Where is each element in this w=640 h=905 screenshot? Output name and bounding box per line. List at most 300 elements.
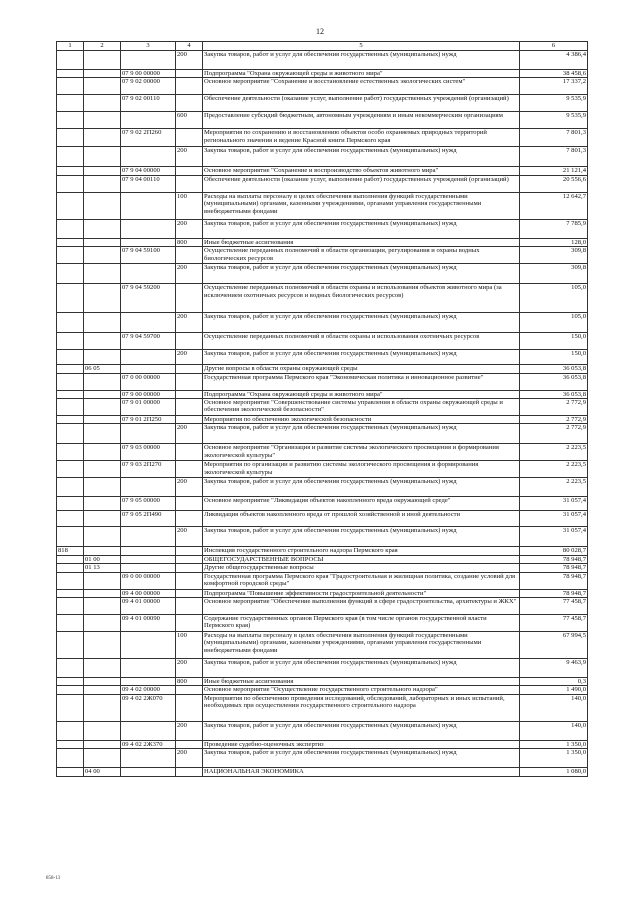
cell-target-article (121, 659, 176, 678)
cell-section-code (84, 147, 121, 167)
cell-amount: 78 948,7 (520, 555, 588, 563)
cell-target-article: 09 4 02 2Ж070 (121, 694, 176, 721)
cell-section-code (84, 694, 121, 721)
cell-expense-type (176, 598, 203, 615)
cell-expense-type: 200 (176, 749, 203, 768)
cell-ministry-code (57, 511, 84, 527)
cell-section-code (84, 478, 121, 497)
cell-section-code (84, 497, 121, 511)
cell-expense-type: 800 (176, 678, 203, 686)
cell-target-article (121, 527, 176, 547)
cell-expense-type (176, 547, 203, 555)
column-header: 4 (176, 42, 203, 51)
cell-expense-type (176, 444, 203, 461)
table-row (57, 70, 588, 78)
cell-description: Мероприятия по сохранению и восстановлению объектов особо охраняемых природных территорий регионального значения и ведение Красной книги Пермского края (203, 129, 520, 147)
cell-section-code (84, 167, 121, 175)
cell-section-code (84, 399, 121, 416)
table-row (57, 478, 588, 497)
cell-section-code (84, 373, 121, 390)
cell-expense-type (176, 555, 203, 563)
table-row (57, 511, 588, 527)
cell-description: Мероприятия по обеспечению проведения исследований, обследований, лабораторных и иных испытаний, необходимых при осуществлении государственного строительного надзора (203, 694, 520, 721)
table-row (57, 238, 588, 246)
table-row (57, 678, 588, 686)
cell-section-code (84, 219, 121, 238)
table-row (57, 313, 588, 333)
cell-ministry-code (57, 461, 84, 478)
table-row (57, 192, 588, 219)
table-row (57, 564, 588, 572)
cell-ministry-code (57, 175, 84, 192)
cell-section-code (84, 284, 121, 313)
cell-expense-type (176, 390, 203, 398)
cell-target-article: 07 9 00 00000 (121, 70, 176, 78)
table-row (57, 167, 588, 175)
cell-ministry-code (57, 51, 84, 70)
table-row (57, 694, 588, 721)
column-header: 3 (121, 42, 176, 51)
cell-description: Ликвидация объектов накопленного вреда от прошлой хозяйственной и иной деятельности (203, 511, 520, 527)
cell-amount: 4 386,4 (520, 51, 588, 70)
cell-ministry-code (57, 555, 84, 563)
column-header: 5 (203, 42, 520, 51)
cell-amount: 2 772,9 (520, 416, 588, 424)
cell-description: Закупка товаров, работ и услуг для обеспечения государственных (муниципальных) нужд (203, 264, 520, 284)
table-row (57, 333, 588, 350)
cell-target-article (121, 350, 176, 365)
cell-amount: 1 350,0 (520, 740, 588, 748)
cell-expense-type (176, 615, 203, 632)
table-row (57, 78, 588, 95)
cell-ministry-code (57, 390, 84, 398)
cell-expense-type (176, 175, 203, 192)
table-row (57, 659, 588, 678)
cell-description: Основное мероприятие "Осуществление государственного строительного надзора" (203, 686, 520, 694)
cell-expense-type (176, 129, 203, 147)
cell-amount: 17 337,2 (520, 78, 588, 95)
cell-target-article: 09 4 02 00000 (121, 686, 176, 694)
cell-ministry-code (57, 527, 84, 547)
cell-section-code (84, 547, 121, 555)
cell-target-article: 09 4 01 00000 (121, 598, 176, 615)
cell-ministry-code: 818 (57, 547, 84, 555)
cell-section-code (84, 589, 121, 597)
cell-ministry-code (57, 112, 84, 129)
cell-amount: 36 053,8 (520, 390, 588, 398)
cell-expense-type (176, 399, 203, 416)
cell-target-article: 07 9 05 00000 (121, 497, 176, 511)
cell-expense-type: 200 (176, 51, 203, 70)
cell-ministry-code (57, 167, 84, 175)
cell-ministry-code (57, 740, 84, 748)
cell-description: Закупка товаров, работ и услуг для обеспечения государственных (муниципальных) нужд (203, 478, 520, 497)
cell-description: Закупка товаров, работ и услуг для обеспечения государственных (муниципальных) нужд (203, 721, 520, 740)
cell-ministry-code (57, 399, 84, 416)
cell-expense-type: 200 (176, 478, 203, 497)
cell-amount: 1 490,0 (520, 686, 588, 694)
cell-ministry-code (57, 247, 84, 264)
cell-ministry-code (57, 632, 84, 659)
cell-description: Закупка товаров, работ и услуг для обеспечения государственных (муниципальных) нужд (203, 424, 520, 444)
cell-section-code: 04 00 (84, 768, 121, 776)
cell-ministry-code (57, 70, 84, 78)
cell-section-code (84, 461, 121, 478)
cell-target-article (121, 219, 176, 238)
cell-amount: 78 948,7 (520, 572, 588, 589)
cell-amount: 78 948,7 (520, 564, 588, 572)
cell-amount: 140,0 (520, 721, 588, 740)
cell-description: Проведение судебно-оценочных экспертиз (203, 740, 520, 748)
cell-amount: 150,0 (520, 350, 588, 365)
column-number-row (57, 42, 588, 51)
cell-expense-type (176, 167, 203, 175)
column-header: 1 (57, 42, 84, 51)
cell-description: Инспекция государственного строительного надзора Пермского края (203, 547, 520, 555)
cell-target-article (121, 768, 176, 776)
cell-ministry-code (57, 444, 84, 461)
cell-section-code (84, 416, 121, 424)
cell-description: Другие вопросы в области охраны окружающей среды (203, 365, 520, 373)
table-row (57, 95, 588, 112)
cell-section-code (84, 247, 121, 264)
cell-target-article: 07 9 00 00000 (121, 390, 176, 398)
cell-amount: 31 057,4 (520, 527, 588, 547)
table-row (57, 264, 588, 284)
table-row (57, 175, 588, 192)
cell-ministry-code (57, 238, 84, 246)
cell-target-article: 07 9 04 59200 (121, 284, 176, 313)
cell-amount: 1 350,0 (520, 749, 588, 768)
cell-expense-type (176, 333, 203, 350)
cell-section-code (84, 678, 121, 686)
cell-amount: 2 223,5 (520, 478, 588, 497)
cell-description: Основное мероприятие "Сохранение и восстановление естественных экологических систем" (203, 78, 520, 95)
cell-expense-type (176, 78, 203, 95)
cell-target-article (121, 192, 176, 219)
page-number: 12 (316, 27, 324, 36)
cell-ministry-code (57, 192, 84, 219)
table-row (57, 51, 588, 70)
cell-expense-type (176, 564, 203, 572)
cell-target-article (121, 147, 176, 167)
table-row (57, 721, 588, 740)
cell-expense-type (176, 497, 203, 511)
cell-target-article (121, 238, 176, 246)
cell-ministry-code (57, 350, 84, 365)
cell-target-article (121, 365, 176, 373)
table-row (57, 749, 588, 768)
cell-description: Закупка товаров, работ и услуг для обеспечения государственных (муниципальных) нужд (203, 219, 520, 238)
cell-description: Другие общегосударственные вопросы (203, 564, 520, 572)
table-row (57, 598, 588, 615)
cell-target-article: 07 9 03 2П270 (121, 461, 176, 478)
cell-ministry-code (57, 497, 84, 511)
cell-description: Мероприятия по организации и развитию системы экологического просвещения и формирования экологической культуры (203, 461, 520, 478)
cell-section-code (84, 686, 121, 694)
cell-target-article: 07 9 03 00000 (121, 444, 176, 461)
cell-amount: 21 121,4 (520, 167, 588, 175)
cell-amount: 1 080,0 (520, 768, 588, 776)
cell-description: Государственная программа Пермского края "Экономическая политика и инновационное развитие" (203, 373, 520, 390)
cell-section-code (84, 333, 121, 350)
cell-amount: 12 642,7 (520, 192, 588, 219)
cell-amount: 105,0 (520, 313, 588, 333)
cell-section-code: 06 05 (84, 365, 121, 373)
cell-ministry-code (57, 478, 84, 497)
cell-ministry-code (57, 659, 84, 678)
cell-ministry-code (57, 564, 84, 572)
cell-amount: 150,0 (520, 333, 588, 350)
cell-description: Закупка товаров, работ и услуг для обеспечения государственных (муниципальных) нужд (203, 527, 520, 547)
cell-target-article (121, 424, 176, 444)
table-row (57, 365, 588, 373)
cell-expense-type: 100 (176, 632, 203, 659)
footer-code: 858-13 (46, 876, 61, 881)
cell-expense-type (176, 70, 203, 78)
cell-description: Расходы на выплаты персоналу в целях обеспечения выполнения функций государственными (муниципальными) органами, казенными учреждениями, органами управления государственными внебюджетными фондами (203, 192, 520, 219)
column-header: 6 (520, 42, 588, 51)
cell-expense-type (176, 365, 203, 373)
cell-section-code (84, 350, 121, 365)
cell-expense-type: 200 (176, 350, 203, 365)
cell-section-code (84, 424, 121, 444)
cell-ministry-code (57, 219, 84, 238)
cell-section-code (84, 527, 121, 547)
cell-amount: 78 948,7 (520, 589, 588, 597)
cell-expense-type (176, 284, 203, 313)
cell-description: Мероприятия по обеспечению экологической безопасности (203, 416, 520, 424)
cell-target-article: 09 4 00 00000 (121, 589, 176, 597)
cell-ministry-code (57, 373, 84, 390)
cell-amount: 140,0 (520, 694, 588, 721)
cell-ministry-code (57, 333, 84, 350)
cell-expense-type: 600 (176, 112, 203, 129)
cell-ministry-code (57, 264, 84, 284)
cell-expense-type (176, 694, 203, 721)
cell-target-article (121, 51, 176, 70)
cell-section-code (84, 632, 121, 659)
cell-expense-type (176, 247, 203, 264)
cell-description: Закупка товаров, работ и услуг для обеспечения государственных (муниципальных) нужд (203, 659, 520, 678)
cell-description: ОБЩЕГОСУДАРСТВЕННЫЕ ВОПРОСЫ (203, 555, 520, 563)
cell-target-article (121, 547, 176, 555)
cell-ministry-code (57, 365, 84, 373)
cell-description: Закупка товаров, работ и услуг для обеспечения государственных (муниципальных) нужд (203, 51, 520, 70)
cell-description: Обеспечение деятельности (оказание услуг, выполнение работ) государственных учреждений (организаций) (203, 95, 520, 112)
cell-expense-type (176, 589, 203, 597)
cell-section-code (84, 444, 121, 461)
cell-ministry-code (57, 768, 84, 776)
table-row (57, 632, 588, 659)
cell-ministry-code (57, 721, 84, 740)
table-row (57, 686, 588, 694)
table-row (57, 390, 588, 398)
cell-amount: 2 223,5 (520, 444, 588, 461)
cell-amount: 0,3 (520, 678, 588, 686)
table-row (57, 740, 588, 748)
cell-amount: 36 053,8 (520, 365, 588, 373)
table-row (57, 350, 588, 365)
cell-description: Основное мероприятие "Сохранение и воспроизводство объектов животного мира" (203, 167, 520, 175)
cell-amount: 31 057,4 (520, 511, 588, 527)
cell-expense-type: 200 (176, 721, 203, 740)
cell-expense-type (176, 511, 203, 527)
table-row (57, 399, 588, 416)
cell-ministry-code (57, 147, 84, 167)
cell-ministry-code (57, 129, 84, 147)
cell-description: Подпрограмма "Охрана окружающей среды и животного мира" (203, 70, 520, 78)
cell-ministry-code (57, 313, 84, 333)
cell-description: Осуществление переданных полномочий в области организации, регулирования и охраны водных биологических ресурсов (203, 247, 520, 264)
cell-target-article: 07 9 01 00000 (121, 399, 176, 416)
table-row (57, 373, 588, 390)
cell-target-article: 07 9 02 00110 (121, 95, 176, 112)
cell-ministry-code (57, 416, 84, 424)
cell-section-code (84, 740, 121, 748)
cell-target-article: 09 0 00 00000 (121, 572, 176, 589)
cell-expense-type: 200 (176, 313, 203, 333)
cell-section-code (84, 659, 121, 678)
table-row (57, 219, 588, 238)
cell-section-code (84, 112, 121, 129)
cell-amount: 7 785,9 (520, 219, 588, 238)
cell-amount: 20 556,6 (520, 175, 588, 192)
cell-amount: 80 028,7 (520, 547, 588, 555)
cell-target-article: 07 9 01 2П250 (121, 416, 176, 424)
table-row (57, 416, 588, 424)
cell-target-article (121, 555, 176, 563)
cell-target-article (121, 632, 176, 659)
cell-amount: 67 994,5 (520, 632, 588, 659)
cell-section-code (84, 749, 121, 768)
cell-amount: 31 057,4 (520, 497, 588, 511)
cell-ministry-code (57, 284, 84, 313)
cell-ministry-code (57, 686, 84, 694)
cell-amount: 77 458,7 (520, 598, 588, 615)
cell-section-code (84, 175, 121, 192)
cell-target-article (121, 721, 176, 740)
cell-amount: 7 801,3 (520, 147, 588, 167)
cell-target-article (121, 264, 176, 284)
cell-amount: 9 463,9 (520, 659, 588, 678)
cell-description: Обеспечение деятельности (оказание услуг, выполнение работ) государственных учреждений (организаций) (203, 175, 520, 192)
cell-target-article (121, 564, 176, 572)
budget-table-body (57, 42, 588, 777)
table-row (57, 461, 588, 478)
cell-target-article: 09 4 02 2Ж370 (121, 740, 176, 748)
cell-expense-type: 200 (176, 527, 203, 547)
cell-amount: 2 772,9 (520, 399, 588, 416)
cell-section-code: 01 13 (84, 564, 121, 572)
table-row (57, 444, 588, 461)
table-row (57, 284, 588, 313)
cell-ministry-code (57, 78, 84, 95)
cell-section-code (84, 51, 121, 70)
cell-target-article (121, 313, 176, 333)
table-row (57, 555, 588, 563)
cell-amount: 128,0 (520, 238, 588, 246)
cell-section-code (84, 70, 121, 78)
table-row (57, 247, 588, 264)
cell-section-code (84, 192, 121, 219)
table-row (57, 424, 588, 444)
table-row (57, 129, 588, 147)
cell-expense-type: 200 (176, 264, 203, 284)
cell-target-article (121, 112, 176, 129)
cell-expense-type: 200 (176, 219, 203, 238)
cell-amount: 105,0 (520, 284, 588, 313)
cell-target-article: 07 9 04 00000 (121, 167, 176, 175)
column-header: 2 (84, 42, 121, 51)
cell-section-code: 01 00 (84, 555, 121, 563)
cell-expense-type (176, 686, 203, 694)
cell-section-code (84, 511, 121, 527)
cell-expense-type (176, 768, 203, 776)
cell-amount: 77 458,7 (520, 615, 588, 632)
cell-expense-type (176, 416, 203, 424)
cell-amount: 9 535,9 (520, 112, 588, 129)
cell-target-article: 07 9 04 59100 (121, 247, 176, 264)
cell-description: НАЦИОНАЛЬНАЯ ЭКОНОМИКА (203, 768, 520, 776)
cell-amount: 7 801,3 (520, 129, 588, 147)
cell-section-code (84, 238, 121, 246)
cell-description: Основное мероприятие "Совершенствование системы управления в области охраны окружающей среды и обеспечения экологической безопасности" (203, 399, 520, 416)
cell-expense-type: 100 (176, 192, 203, 219)
cell-expense-type (176, 95, 203, 112)
cell-description: Закупка товаров, работ и услуг для обеспечения государственных (муниципальных) нужд (203, 749, 520, 768)
cell-section-code (84, 313, 121, 333)
table-row (57, 768, 588, 776)
cell-target-article: 07 9 02 00000 (121, 78, 176, 95)
cell-target-article: 07 9 04 00110 (121, 175, 176, 192)
cell-amount: 36 053,8 (520, 373, 588, 390)
table-row (57, 112, 588, 129)
cell-section-code (84, 390, 121, 398)
cell-description: Осуществление переданных полномочий в области охраны и использования охотничьих ресурсов (203, 333, 520, 350)
cell-target-article: 07 0 00 00000 (121, 373, 176, 390)
cell-description: Государственная программа Пермского края "Градостроительная и жилищная политика, создание условий для комфортной городской среды" (203, 572, 520, 589)
cell-description: Закупка товаров, работ и услуг для обеспечения государственных (муниципальных) нужд (203, 313, 520, 333)
cell-section-code (84, 721, 121, 740)
cell-target-article: 07 9 02 2П260 (121, 129, 176, 147)
cell-amount: 309,8 (520, 264, 588, 284)
cell-expense-type: 200 (176, 147, 203, 167)
cell-ministry-code (57, 694, 84, 721)
cell-description: Расходы на выплаты персоналу в целях обеспечения выполнения функций государственными (муниципальными) органами, казенными учреждениями, органами управления государственными внебюджетными фондами (203, 632, 520, 659)
table-row (57, 615, 588, 632)
cell-target-article (121, 478, 176, 497)
cell-description: Содержание государственных органов Пермского края (в том числе органов государственной власти Пермского края) (203, 615, 520, 632)
cell-ministry-code (57, 95, 84, 112)
cell-expense-type: 200 (176, 659, 203, 678)
cell-ministry-code (57, 424, 84, 444)
cell-expense-type (176, 572, 203, 589)
cell-amount: 309,8 (520, 247, 588, 264)
cell-section-code (84, 78, 121, 95)
table-row (57, 572, 588, 589)
cell-expense-type (176, 373, 203, 390)
cell-target-article (121, 749, 176, 768)
cell-amount: 2 772,9 (520, 424, 588, 444)
cell-target-article: 07 9 05 2П490 (121, 511, 176, 527)
budget-table (56, 41, 588, 777)
cell-amount: 38 458,6 (520, 70, 588, 78)
cell-ministry-code (57, 598, 84, 615)
cell-description: Осуществление переданных полномочий в области охраны и использования объектов животного мира (за исключением охотничьих ресурсов и водных биологических ресурсов) (203, 284, 520, 313)
cell-expense-type (176, 740, 203, 748)
table-row (57, 547, 588, 555)
